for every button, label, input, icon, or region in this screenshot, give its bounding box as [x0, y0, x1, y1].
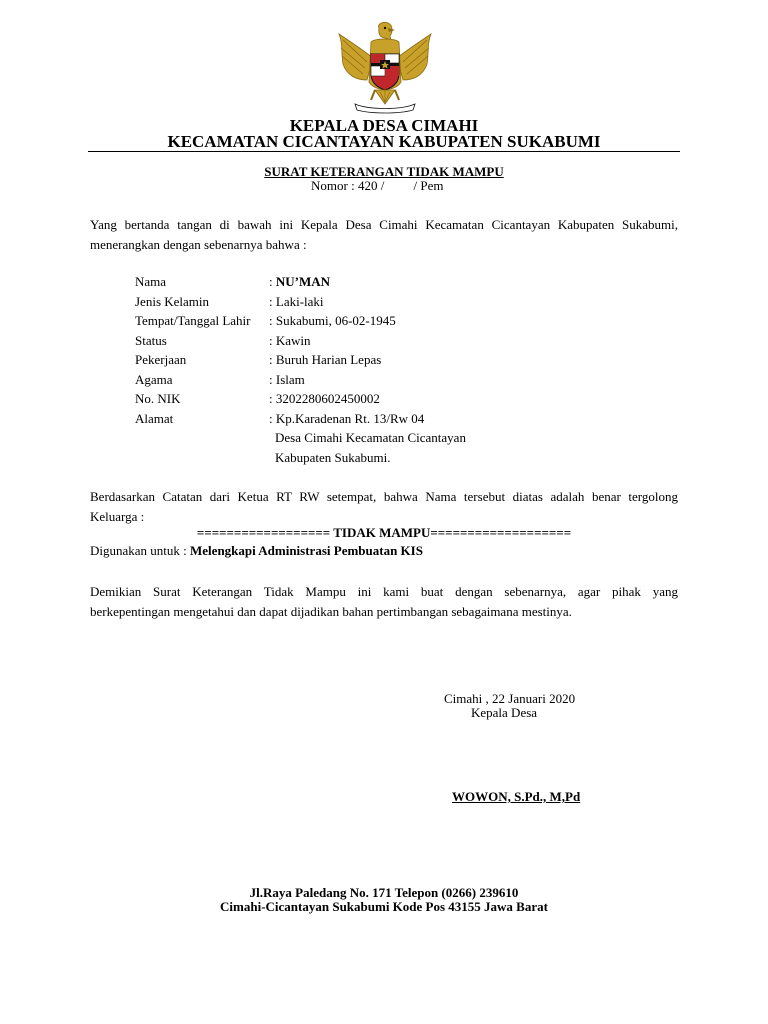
closing-line: berkepentingan mengetahui dan dapat dijadikan bahan pertimbangan sebagaimana mestinya. [90, 604, 572, 619]
detail-label: Jenis Kelamin [135, 293, 210, 309]
purpose-label: Digunakan untuk : [90, 543, 191, 558]
detail-row-name [135, 272, 466, 292]
header-district-regency: KECAMATAN CICANTAYAN KABUPATEN SUKABUMI [167, 132, 601, 151]
signatory-name: WOWON, S.Pd., M,Pd [452, 789, 581, 804]
signature-position: Kepala Desa [471, 705, 538, 720]
detail-separator: : [269, 391, 276, 406]
detail-separator: : [269, 410, 276, 426]
detail-row-birth [135, 311, 466, 331]
intro-line: menerangkan dengan sebenarnya bahwa : [90, 237, 307, 252]
purpose-value: Melengkapi Administrasi Pembuatan KIS [190, 543, 423, 558]
detail-value: 3202280602450002 [275, 391, 380, 406]
detail-separator: : [269, 293, 276, 309]
detail-separator: : [269, 332, 276, 348]
address-line-3: Kabupaten Sukabumi. [275, 449, 391, 465]
detail-row-nik [135, 389, 466, 409]
person-details [135, 272, 466, 467]
detail-label: Pekerjaan [135, 352, 187, 367]
detail-row-gender [135, 292, 466, 312]
statement-line: Berdasarkan Catatan dari Ketua RT RW setempat, bahwa Nama tersebut diatas adalah benar tergolong [90, 489, 678, 504]
detail-value: Islam [275, 371, 305, 387]
closing-paragraph [90, 582, 678, 622]
intro-line: Yang bertanda tangan di bawah ini Kepala Desa Cimahi Kecamatan Cicantayan Kabupaten Sukabumi, [90, 217, 678, 232]
letter-title [0, 164, 768, 179]
detail-value: Buruh Harian Lepas [275, 352, 382, 367]
detail-row-address [135, 409, 466, 429]
letter-title-text: SURAT KETERANGAN TIDAK MAMPU [264, 164, 504, 179]
status-banner: ================== TIDAK MAMPU=================== [196, 525, 572, 540]
footer-address-line: Jl.Raya Paledang No. 171 Telepon (0266) 239610 [249, 885, 519, 900]
footer-postal-line: Cimahi-Cicantayan Sukabumi Kode Pos 43155 Jawa Barat [220, 899, 548, 914]
detail-separator: : [269, 274, 276, 289]
detail-label: Status [135, 332, 167, 348]
detail-label: Tempat/Tanggal Lahir [135, 313, 251, 328]
detail-label: Nama [135, 274, 167, 289]
detail-label: No. NIK [135, 391, 181, 406]
detail-value: Kawin [275, 332, 311, 348]
statement-line: Keluarga : [90, 509, 145, 524]
detail-label: Alamat [135, 410, 174, 426]
letter-number: Nomor : 420 / / Pem [311, 178, 444, 193]
address-line-2: Desa Cimahi Kecamatan Cicantayan [275, 430, 466, 445]
detail-value: Laki-laki [275, 293, 324, 309]
header-village-head: KEPALA DESA CIMAHI [289, 116, 479, 135]
detail-value: Kp.Karadenan Rt. 13/Rw 04 [275, 410, 425, 426]
detail-value: Sukabumi, 06-02-1945 [275, 313, 396, 328]
detail-row-religion [135, 370, 466, 390]
intro-paragraph [90, 215, 678, 255]
detail-separator: : [269, 371, 276, 387]
signature-place-date: Cimahi , 22 Januari 2020 [444, 691, 576, 706]
closing-line: Demikian Surat Keterangan Tidak Mampu ini kami buat dengan sebenarnya, agar pihak yang [90, 584, 678, 599]
garuda-pancasila-emblem [333, 20, 437, 114]
detail-value: NU’MAN [275, 274, 331, 289]
detail-separator: : [269, 313, 276, 328]
statement-paragraph [90, 487, 678, 527]
detail-separator: : [269, 352, 276, 367]
header-divider [88, 151, 680, 152]
detail-label: Agama [135, 371, 173, 387]
detail-row-status [135, 331, 466, 351]
purpose-line [90, 543, 423, 559]
detail-row-occupation [135, 350, 466, 370]
